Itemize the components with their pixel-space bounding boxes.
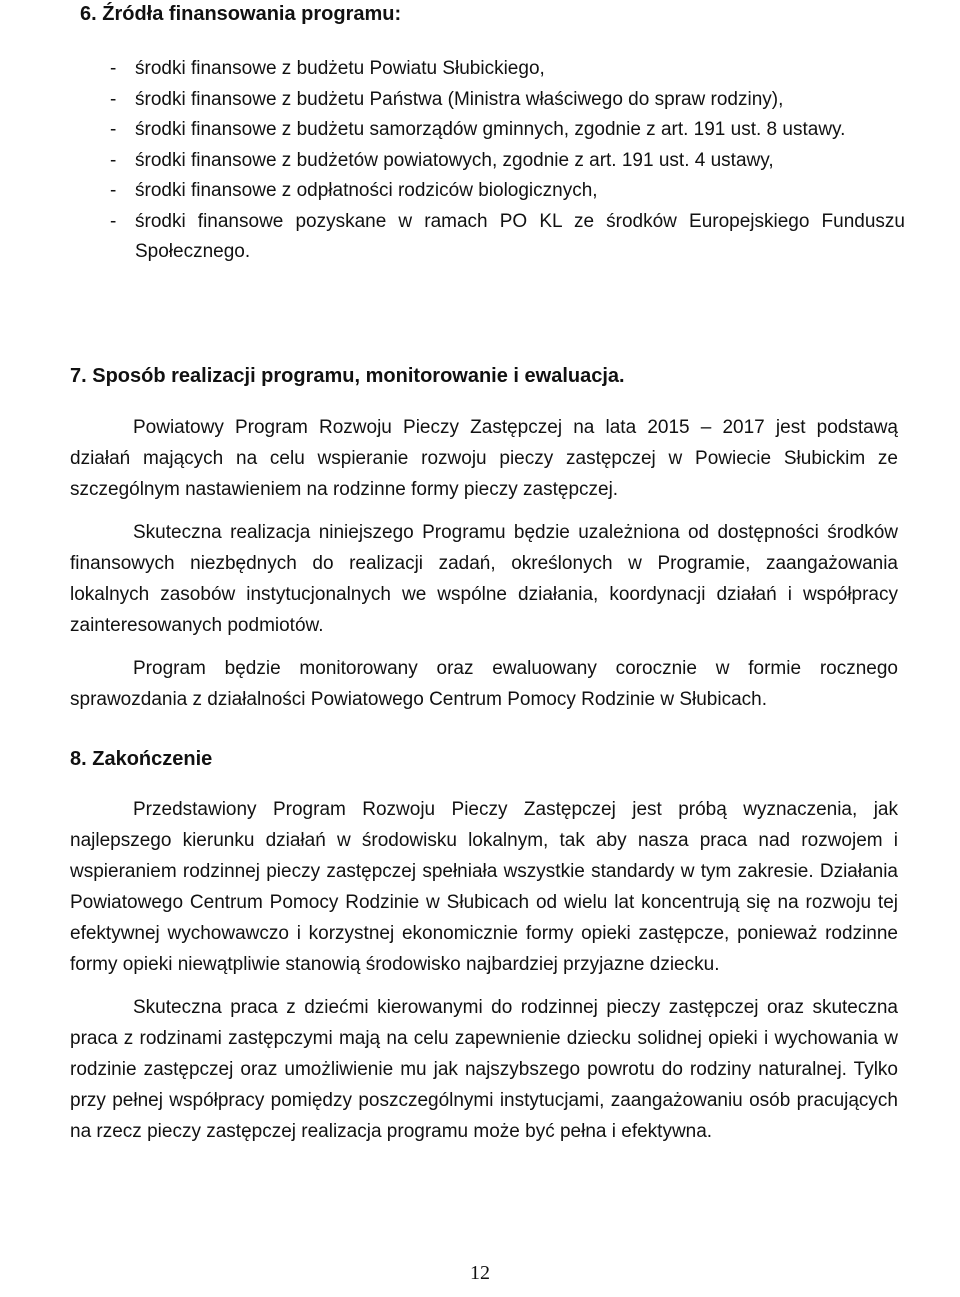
paragraph: Skuteczna praca z dziećmi kierowanymi do rodzinnej pieczy zastępczej oraz skuteczna praca z rodzinami zastępczymi mają na celu zapewnienie dziecku solidnej opieki i wychowania w rodzinie zastępczej oraz umożliwienie mu jak najszybszego powrotu do rodziny naturalnej. Tylko przy pełnej współpracy pomiędzy poszczególnymi instytucjami, zaangażowaniu osób pracujących na rzecz pieczy zastępczej realizacja programu może być pełna i efektywna. [70, 997, 898, 1142]
list-item-text: środki finansowe z odpłatności rodziców biologicznych, [135, 180, 598, 201]
list-item [110, 207, 905, 268]
list-item-text: środki finansowe z budżetów powiatowych, zgodnie z art. 191 ust. 4 ustawy, [135, 149, 774, 171]
list-dash: - [110, 119, 117, 140]
section-7-body [70, 412, 898, 715]
list-dash: - [110, 180, 117, 201]
list-item [110, 85, 905, 116]
paragraph: Powiatowy Program Rozwoju Pieczy Zastępczej na lata 2015 – 2017 jest podstawą działań mających na celu wspieranie rozwoju pieczy zastępczej w Powiecie Słubickim ze szczególnym nastawieniem na rodzinne formy pieczy zastępczej. [70, 417, 898, 500]
list-item [110, 54, 905, 85]
list-item [110, 146, 905, 177]
section-7-heading: 7. Sposób realizacji programu, monitorowanie i ewaluacja. [70, 365, 625, 387]
list-item-text: środki finansowe z budżetu samorządów gminnych, zgodnie z art. 191 ust. 8 ustawy. [135, 119, 846, 140]
list-item [110, 115, 905, 146]
list-dash: - [110, 58, 117, 79]
list-dash: - [110, 149, 117, 171]
paragraph: Skuteczna realizacja niniejszego Programu będzie uzależniona od dostępności środków finansowych niezbędnych do realizacji zadań, określonych w Programie, zaangażowania lokalnych zasobów instytucjonalnych we wspólne działania, koordynacji działań i współpracy zainteresowanych podmiotów. [70, 522, 898, 636]
list-item-text: środki finansowe z budżetu Państwa (Ministra właściwego do spraw rodziny), [135, 88, 784, 110]
list-dash: - [110, 88, 117, 110]
list-item-text: środki finansowe z budżetu Powiatu Słubickiego, [135, 58, 545, 79]
funding-sources-list [110, 54, 905, 268]
list-dash: - [110, 210, 117, 232]
list-item [110, 176, 905, 207]
section-8-body [70, 794, 898, 1147]
section-6-heading: 6. Źródła finansowania programu: [80, 3, 402, 25]
paragraph: Przedstawiony Program Rozwoju Pieczy Zastępczej jest próbą wyznaczenia, jak najlepszego kierunku działań w środowisku lokalnym, tak aby nasza praca nad rozwojem i wspieraniem rodzinnej pieczy zastępczej spełniała wszystkie standardy w tym zakresie. Działania Powiatowego Centrum Pomocy Rodzinie w Słubicach od wielu lat koncentrują się na rozwoju tej efektywnej wychowawczo i korzystnej ekonomicznie formy opieki zastępcze, ponieważ rodzinne formy opieki niewątpliwie stanowią środowisko najbardziej przyjazne dziecku. [70, 799, 898, 975]
page-number: 12 [470, 1262, 490, 1284]
list-item-text: środki finansowe pozyskane w ramach PO KL ze środków Europejskiego Funduszu Społecznego. [135, 210, 905, 262]
section-8-heading: 8. Zakończenie [70, 748, 213, 770]
paragraph: Program będzie monitorowany oraz ewaluowany corocznie w formie rocznego sprawozdania z działalności Powiatowego Centrum Pomocy Rodzinie w Słubicach. [70, 658, 898, 710]
